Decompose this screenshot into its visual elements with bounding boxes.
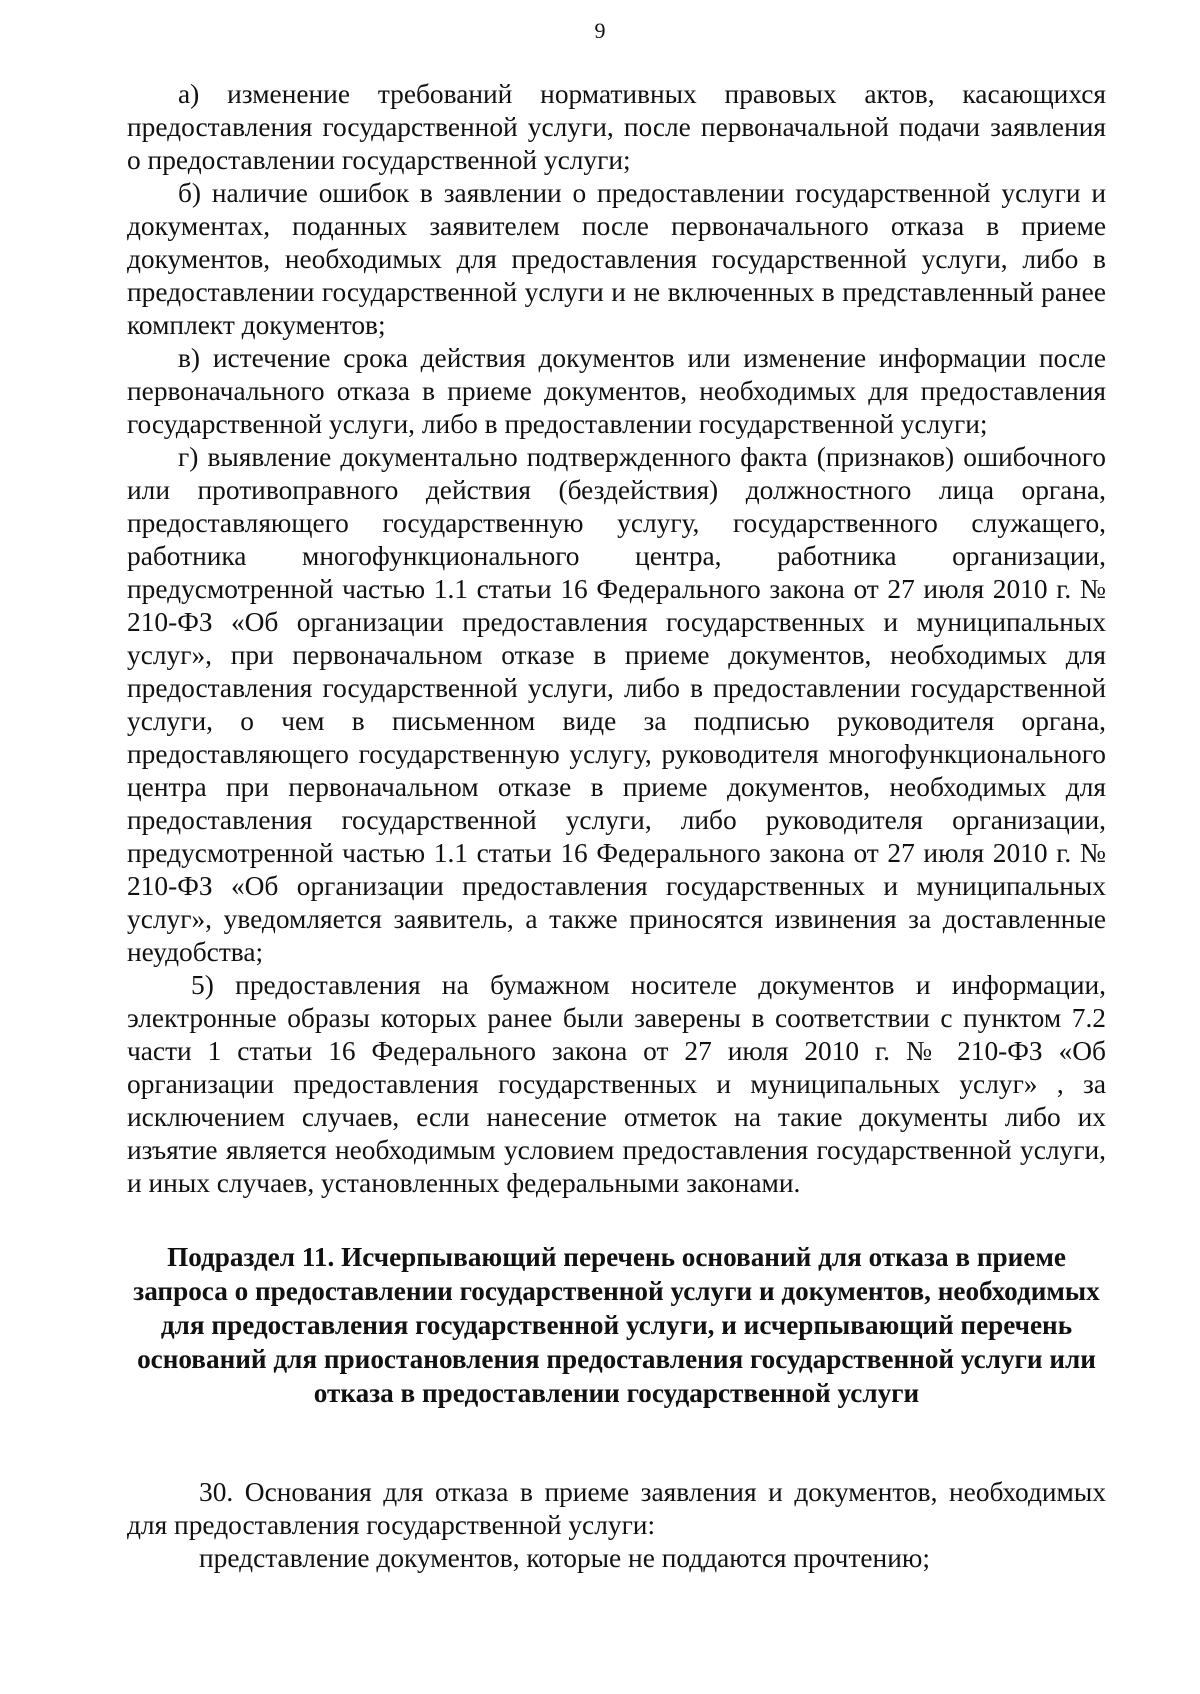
paragraph-a: а) изменение требований нормативных правовых актов, касающихся предоставления государственной услуги, после первоначальной подачи заявления о предоставлении государственной услуги; <box>127 79 1106 175</box>
paragraph-g: г) выявление документально подтвержденного факта (признаков) ошибочного или противоправного действия (бездействия) должностного лица органа, предоставляющего государственную услугу, государственного служащего, работника многофункционального центра, работника организации, предусмотренной частью 1.1 статьи 16 Федерального закона от 27 июля 2010 г. № 210-ФЗ «Об организации предоставления государственных и муниципальных услуг», при первоначальном отказе в приеме документов, необходимых для предоставления государственной услуги, либо в предоставлении государственной услуги, о чем в письменном виде за подписью руководителя органа, предоставляющего государственную услугу, руководителя многофункционального центра при первоначальном отказе в приеме документов, необходимых для предоставления государственной услуги, либо руководителя организации, предусмотренной частью 1.1 статьи 16 Федерального закона от 27 июля 2010 г. № 210-ФЗ «Об организации предоставления государственных и муниципальных услуг», уведомляется заявитель, а также приносятся извинения за доставленные неудобства; <box>127 442 1106 967</box>
paragraph-5: 5) предоставления на бумажном носителе документов и информации, электронные образы которых ранее были заверены в соответствии с пунктом 7.2 части 1 статьи 16 Федерального закона от 27 июля 2010 г. № 210-ФЗ «Об организации предоставления государственных и муниципальных услуг» , за исключением случаев, если нанесение отметок на такие документы либо их изъятие является необходимым условием предоставления государственной услуги, и иных случаев, установленных федеральными законами. <box>127 970 1106 1198</box>
clause-30-item-1: представление документов, которые не поддаются прочтению; <box>199 1543 930 1573</box>
paragraph-v: в) истечение срока действия документов или изменение информации после первоначального отказа в приеме документов, необходимых для предоставления государственной услуги, либо в предоставлении государственной услуги; <box>127 343 1106 439</box>
page-number: 9 <box>594 18 606 43</box>
paragraph-b: б) наличие ошибок в заявлении о предоставлении государственной услуги и документах, поданных заявителем после первоначального отказа в приеме документов, необходимых для предоставления государственной услуги, либо в предоставлении государственной услуги и не включенных в представленный ранее комплект документов; <box>127 178 1106 340</box>
main-text-block <box>127 78 1106 1200</box>
clause-30-block <box>127 1476 1106 1575</box>
subsection-heading: Подраздел 11. Исчерпывающий перечень оснований для отказа в приеме запроса о предоставлении государственной услуги и документов, необходимых для предоставления государственной услуги, и исчерпывающий перечень оснований для приостановления предоставления государственной услуги или отказа в предоставлении государственной услуги <box>133 1242 1100 1408</box>
clause-30-text: 30. Основания для отказа в приеме заявления и документов, необходимых для предоставления государственной услуги: <box>127 1477 1106 1540</box>
